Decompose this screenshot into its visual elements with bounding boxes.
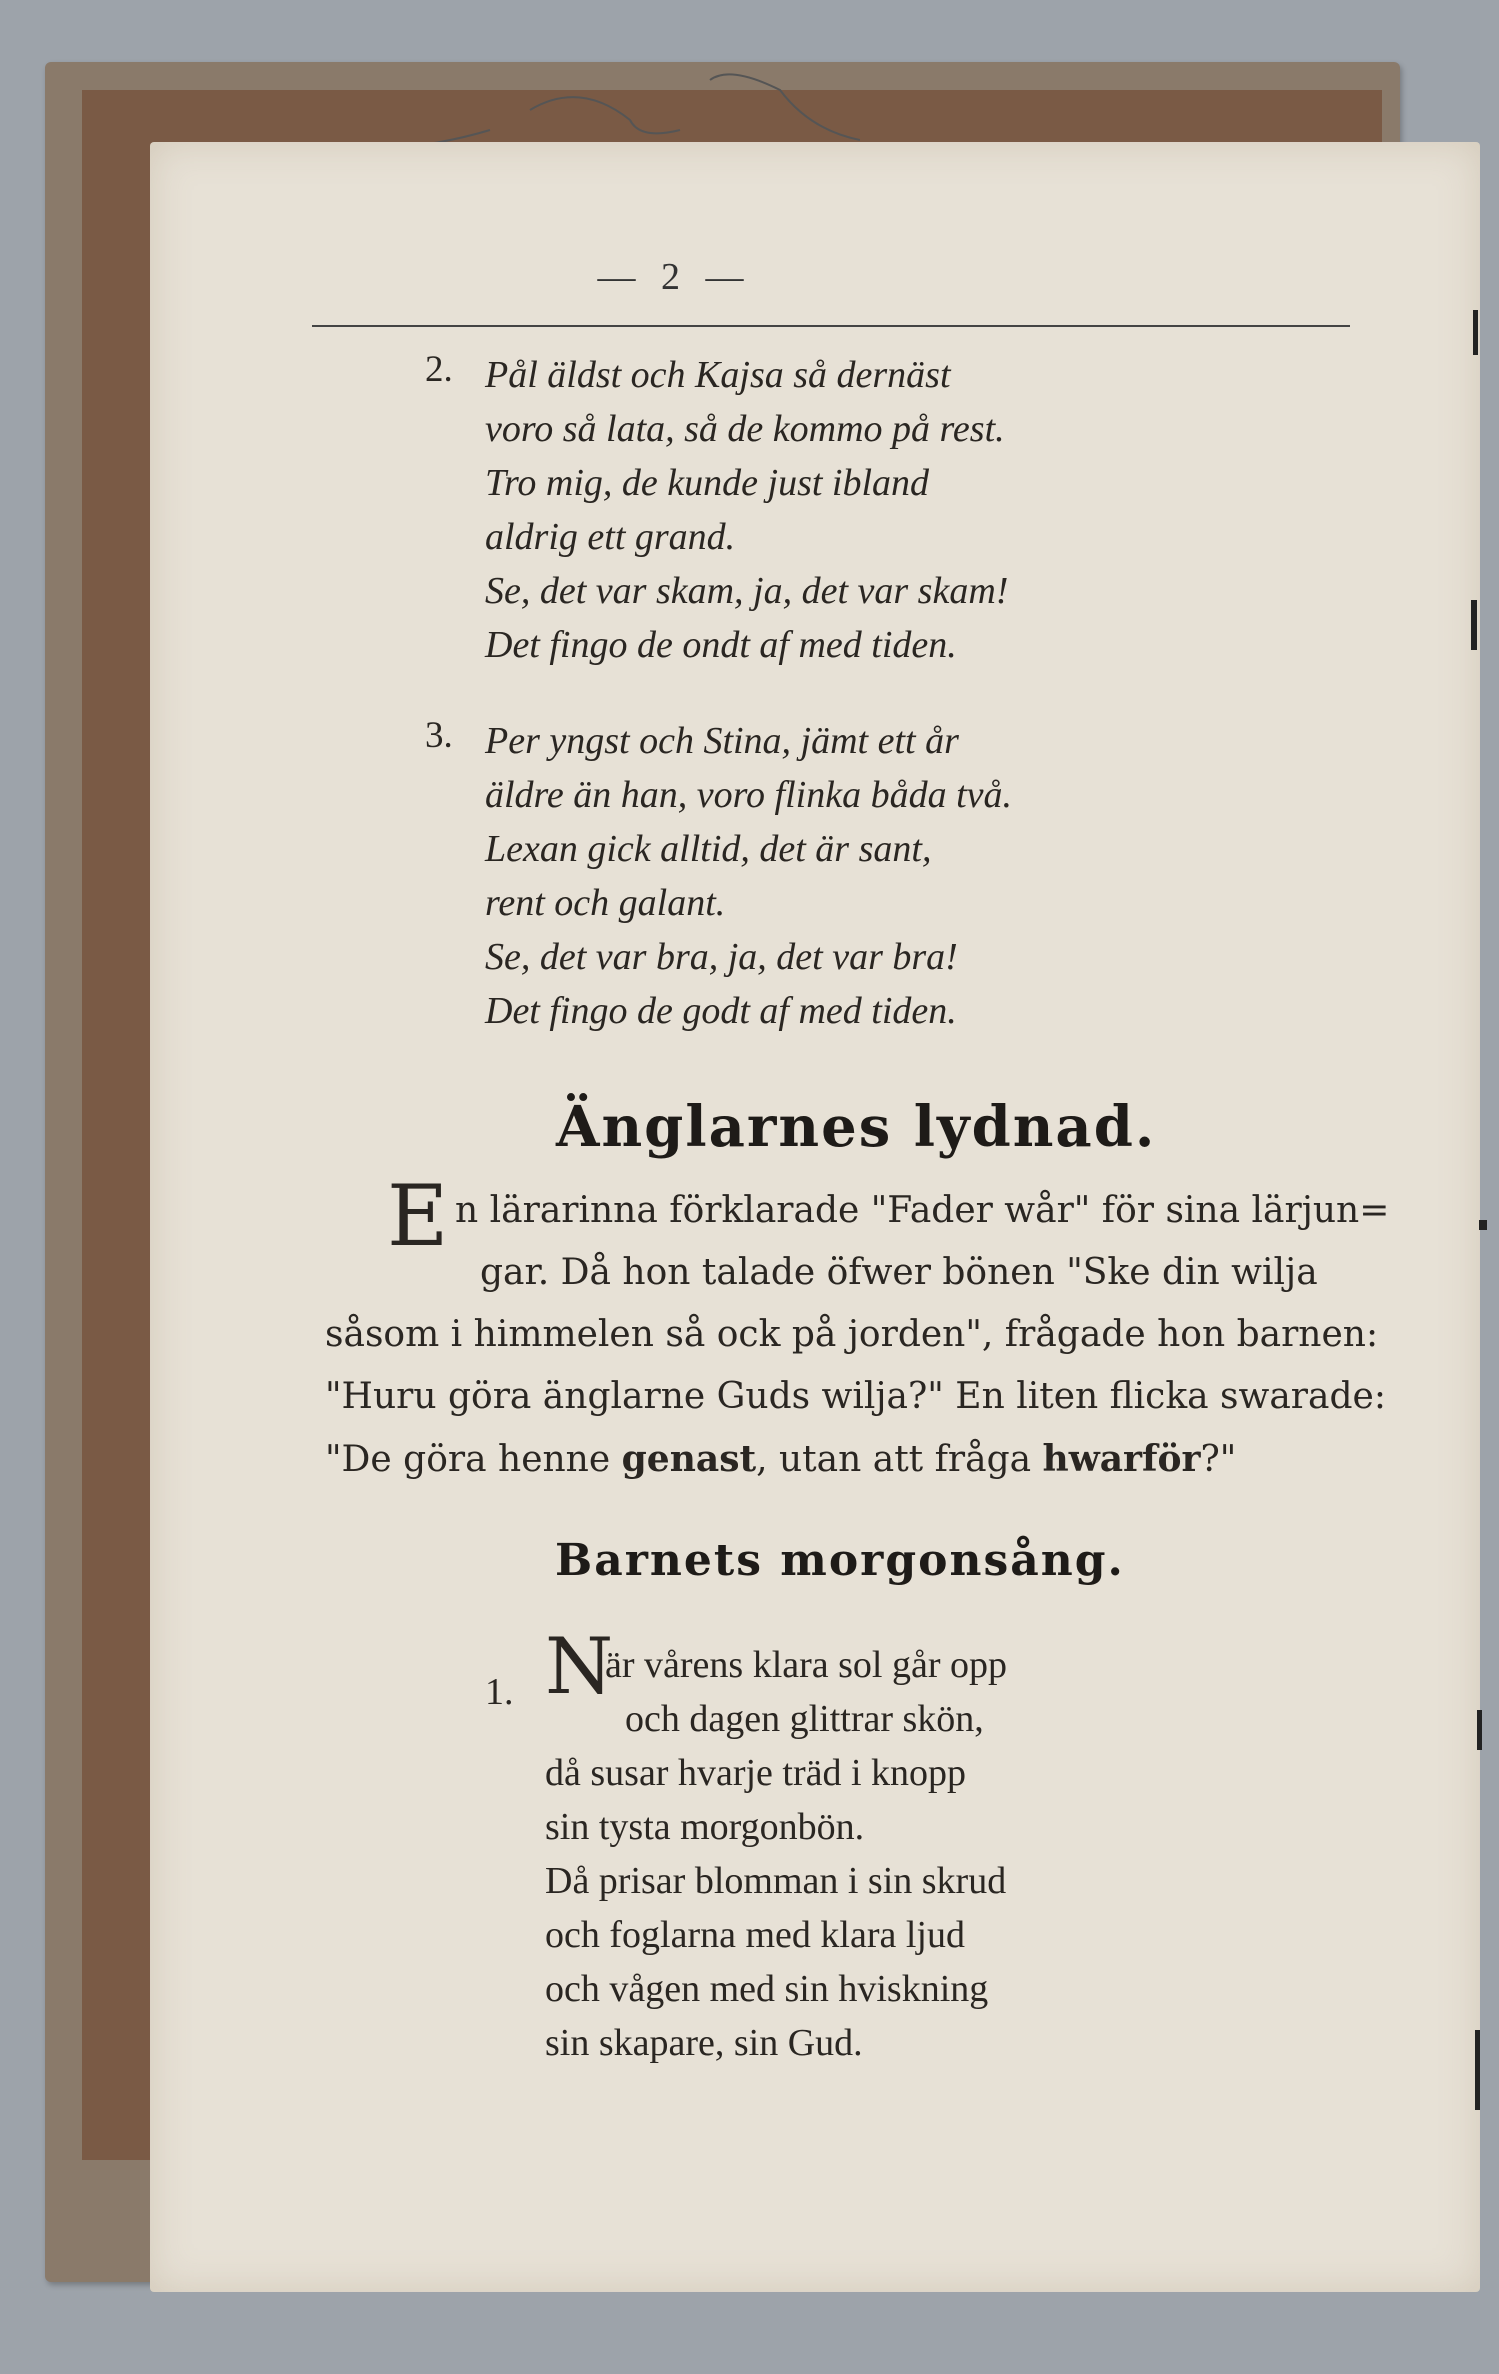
prose-line: såsom i himmelen så ock på jorden", frågade hon barnen:	[325, 1314, 1379, 1355]
verse-line: Se, det var bra, ja, det var bra!	[485, 936, 958, 978]
verse-line: Per yngst och Stina, jämt ett år	[485, 720, 959, 762]
stanza-number: 2.	[425, 349, 453, 390]
header-rule	[312, 325, 1350, 327]
verse-line: är vårens klara sol går opp	[605, 1644, 1008, 1686]
verse-line: Då prisar blomman i sin skrud	[545, 1860, 1007, 1902]
verse-line: och foglarna med klara ljud	[545, 1914, 965, 1956]
verse-line: och vågen med sin hviskning	[545, 1968, 989, 2010]
verse-line: voro så lata, så de kommo på rest.	[485, 408, 1005, 450]
emphasis: genast	[621, 1438, 757, 1480]
prose-line-last: "De göra henne genast, utan att fråga hwarför?"	[325, 1438, 1237, 1480]
page-number: — 2 —	[597, 256, 752, 298]
verse-line: Tro mig, de kunde just ibland	[485, 462, 930, 504]
verse-line: Pål äldst och Kajsa så dernäst	[485, 354, 951, 396]
emphasis: hwarför	[1042, 1438, 1201, 1480]
verse-line: och dagen glittrar skön,	[625, 1698, 984, 1740]
section-heading: Barnets morgonsång.	[555, 1535, 1125, 1586]
prose-line: gar. Då hon talade öfwer bönen "Ske din wilja	[480, 1252, 1318, 1293]
verse-line: sin tysta morgonbön.	[545, 1806, 865, 1848]
verse-line: Det fingo de ondt af med tiden.	[485, 624, 957, 666]
verse-line: Lexan gick alltid, det är sant,	[485, 828, 932, 870]
verse-line: rent och galant.	[485, 882, 726, 924]
verse-line: äldre än han, voro flinka båda två.	[485, 774, 1013, 816]
verse-line: sin skapare, sin Gud.	[545, 2022, 863, 2064]
stanza-number: 1.	[485, 1671, 514, 1713]
section-heading: Änglarnes lydnad.	[556, 1094, 1157, 1160]
prose-line: "Huru göra änglarne Guds wilja?" En liten flicka swarade:	[325, 1376, 1386, 1417]
verse-line: Det fingo de godt af med tiden.	[485, 990, 957, 1032]
drop-cap: E	[387, 1167, 449, 1265]
binding-edge	[1465, 160, 1495, 2210]
verse-line: då susar hvarje träd i knopp	[545, 1752, 967, 1794]
verse-line: Se, det var skam, ja, det var skam!	[485, 570, 1009, 612]
stanza-number: 3.	[425, 715, 453, 756]
drop-cap: N	[545, 1622, 614, 1712]
verse-line: aldrig ett grand.	[485, 516, 736, 558]
prose-line: n lärarinna förklarade "Fader wår" för sina lärjun=	[455, 1190, 1390, 1231]
